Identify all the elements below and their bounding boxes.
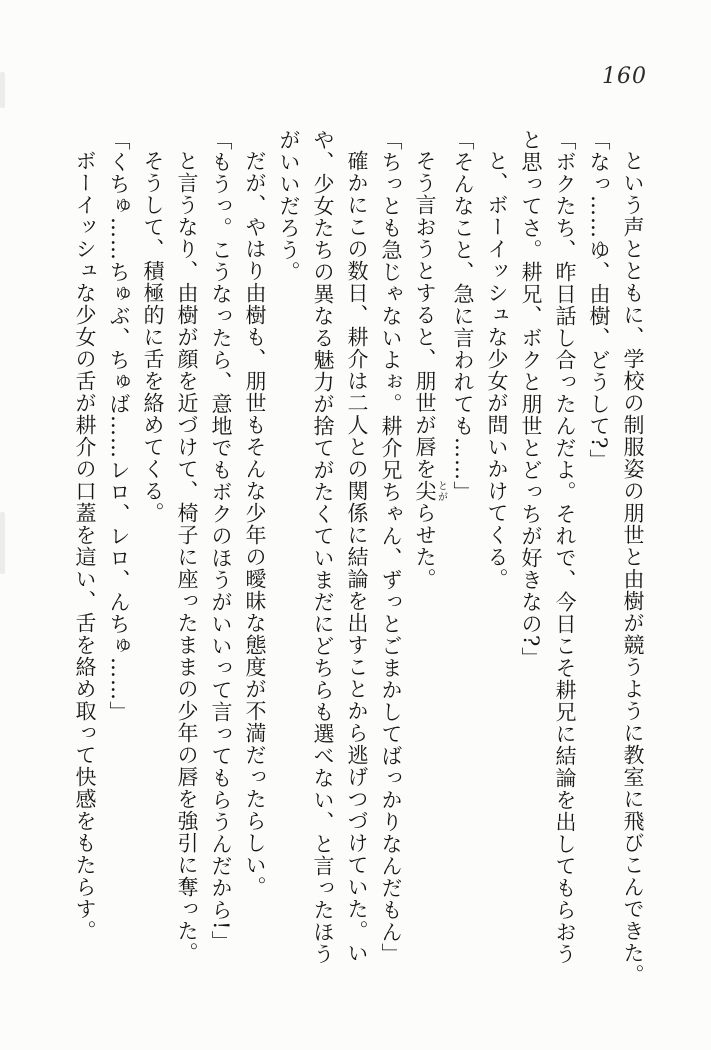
text-column: 「ボクたち、昨日話し合ったんだよ。それで、今日こそ耕兄に結論を出してもらおう bbox=[553, 129, 577, 965]
text-column: と思ってさ。耕兄、ボクと朋世とどっちが好きなの?」 bbox=[519, 129, 543, 670]
text-column: そう言おうとすると、朋世が唇を尖とがらせた。 bbox=[413, 150, 447, 590]
text-column: と言うなり、由樹が顔を近づけて、椅子に座ったままの少年の唇を強引に奪った。 bbox=[175, 150, 199, 964]
text-column: そうして、積極的に舌を絡めてくる。 bbox=[141, 150, 165, 524]
text-column: 確かにこの数日、耕介は二人との関係に結論を出すことから逃げつづけていた。い bbox=[345, 150, 369, 964]
text-column: がいいだろう。 bbox=[277, 129, 301, 283]
text-column: 「もうっ。こうなったら、意地でもボクのほうがいいって言ってもらうんだから!」 bbox=[209, 129, 233, 953]
text-column: や、少女たちの異なる魅力が捨てがたくていまだにどちらも選べない、と言ったほう bbox=[311, 129, 335, 965]
text-column: 「なっ……ゆ、由樹、どうして?」 bbox=[587, 129, 611, 472]
text-column: ボーイッシュな少女の舌が耕介の口蓋を這い、舌を絡め取って快感をもたらす。 bbox=[73, 150, 97, 942]
scan-artifact-bottom bbox=[0, 512, 5, 574]
ruby-annotation: 尖とが bbox=[413, 480, 447, 502]
text-column: と、ボーイッシュな少女が問いかけてくる。 bbox=[485, 150, 509, 590]
vertical-text-block bbox=[68, 129, 650, 1017]
text-column: だが、やはり由樹も、朋世もそんな少年の曖昧な態度が不満だったらしい。 bbox=[243, 150, 267, 898]
text-column: 「そんなこと、急に言われても……」 bbox=[451, 129, 475, 503]
text-column: という声とともに、学校の制服姿の朋世と由樹が競うように教室に飛びこんできた。 bbox=[621, 150, 645, 986]
text-column: 「くちゅ……ちゅぶ、ちゅば……レロ、レロ、んちゅ……」 bbox=[107, 129, 131, 723]
page-number: 160 bbox=[602, 64, 647, 89]
text-column: 「ちっとも急じゃないよぉ。耕介兄ちゃん、ずっとごまかしてばっかりなんだもん」 bbox=[379, 129, 403, 965]
scan-artifact-top bbox=[0, 72, 5, 108]
